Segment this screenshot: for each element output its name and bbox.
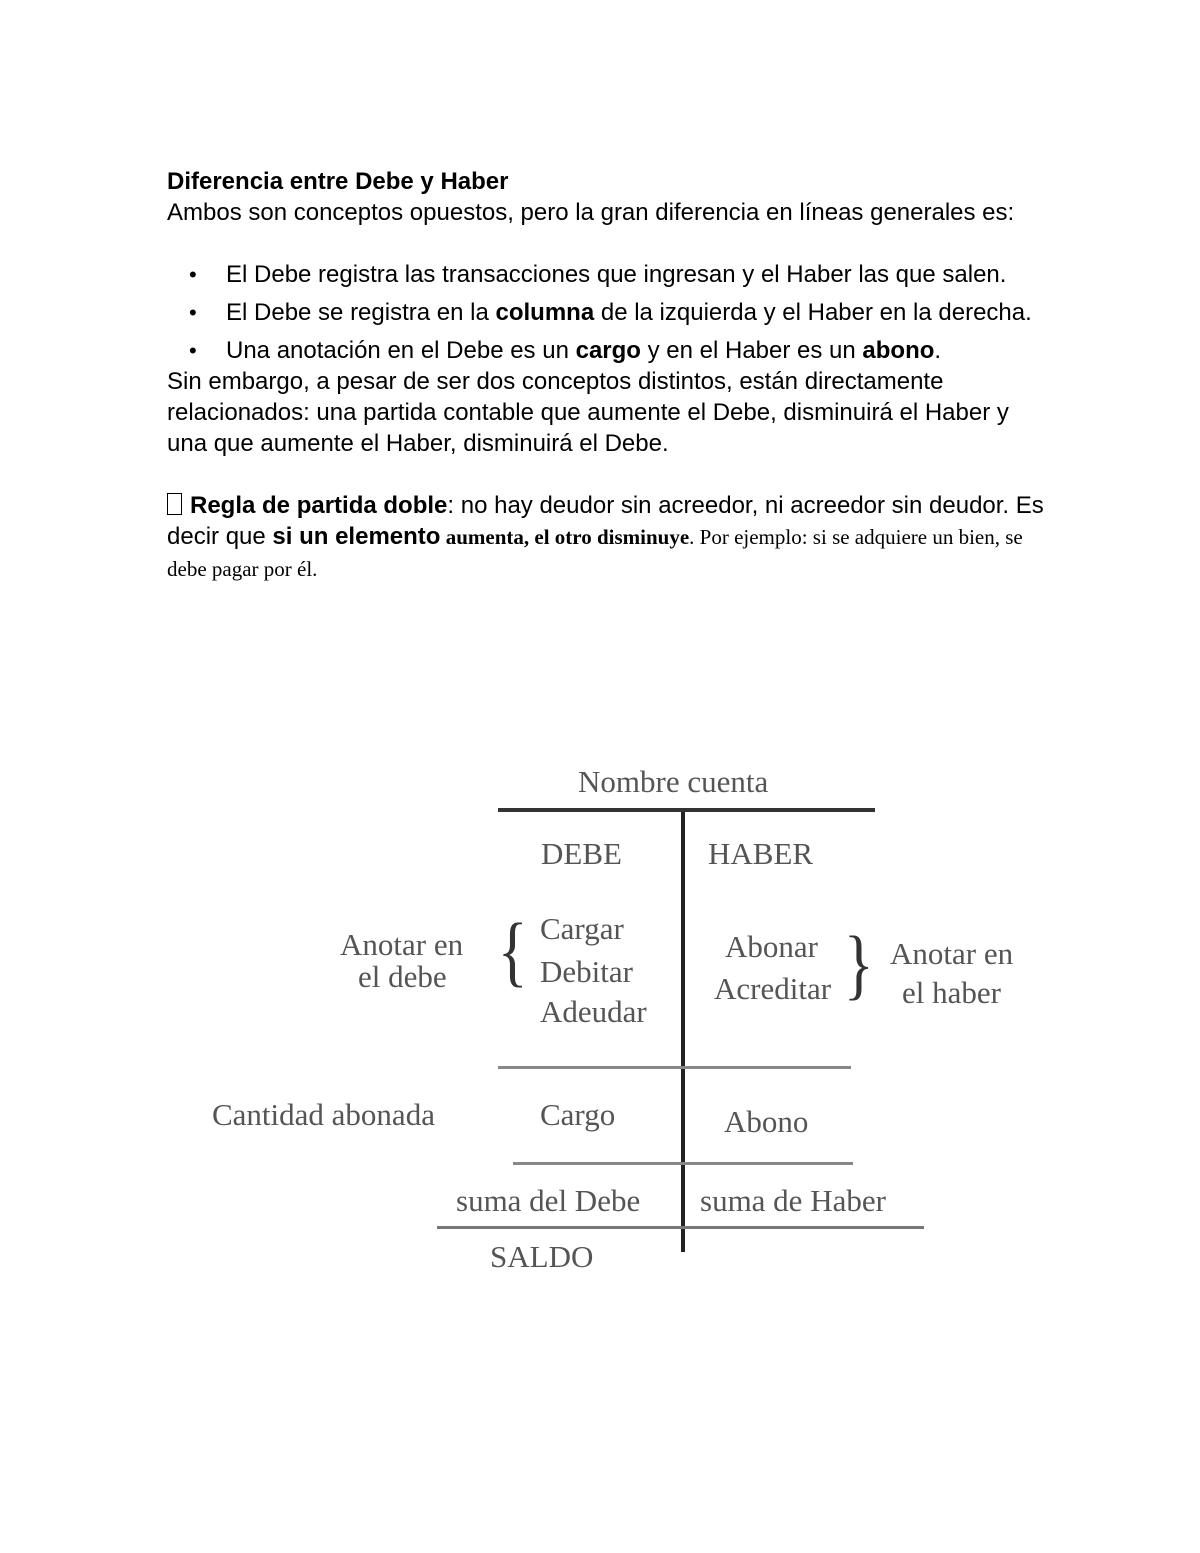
- debe-header: DEBE: [541, 836, 622, 871]
- row-label: Cantidad abonada: [212, 1097, 435, 1132]
- bottom-rule: [437, 1226, 924, 1229]
- body-paragraph: Sin embargo, a pesar de ser dos conceptos distintos, están directamente relacionados: una partida contable que aumente el Debe, disminuirá el Haber y una que aumente el Haber, disminuirá el Debe.: [167, 368, 1009, 457]
- intro-paragraph: Ambos son conceptos opuestos, pero la gran diferencia en líneas generales es:: [167, 199, 1015, 226]
- center-divider: [681, 812, 685, 1252]
- saldo-label: SALDO: [490, 1239, 594, 1274]
- cargo-label: Cargo: [540, 1097, 616, 1132]
- list-item: • Una anotación en el Debe es un cargo y en el Haber es un abono.: [189, 337, 942, 364]
- left-note-line-2: el debe: [358, 959, 447, 994]
- bullet-icon: •: [189, 338, 197, 363]
- haber-verb: Abonar: [725, 929, 818, 964]
- sum-haber-label: suma de Haber: [700, 1183, 886, 1218]
- top-rule: [498, 808, 875, 812]
- haber-header: HABER: [708, 836, 814, 871]
- list-item: • El Debe se registra en la columna de la izquierda y el Haber en la derecha.: [189, 299, 1032, 326]
- heading: Diferencia entre Debe y Haber: [167, 168, 509, 195]
- left-brace-icon: {: [497, 907, 528, 994]
- debe-verb: Adeudar: [540, 994, 647, 1029]
- abono-label: Abono: [724, 1104, 809, 1139]
- lower-rule: [513, 1162, 853, 1165]
- left-note-line-1: Anotar en: [340, 927, 464, 962]
- rule-paragraph: Regla de partida doble: no hay deudor sin acreedor, ni acreedor sin deudor. Es decir que si un elemento aumenta, el otro disminuye. Por ejemplo: si se adquiere un bien, se debe pagar por él.: [167, 492, 1044, 581]
- document-text: [167, 166, 1047, 585]
- missing-glyph-icon: [167, 493, 182, 515]
- right-brace-icon: }: [843, 920, 874, 1007]
- haber-verb: Acreditar: [714, 971, 832, 1006]
- right-note-line-1: Anotar en: [890, 936, 1014, 971]
- bullet-icon: •: [189, 300, 197, 325]
- list-item: • El Debe registra las transacciones que ingresan y el Haber las que salen.: [189, 261, 1007, 288]
- account-name-label: Nombre cuenta: [578, 764, 769, 799]
- bullet-icon: •: [189, 262, 197, 287]
- middle-rule: [498, 1066, 851, 1069]
- sum-debe-label: suma del Debe: [456, 1183, 641, 1218]
- right-note-line-2: el haber: [902, 975, 1001, 1010]
- debe-verb: Debitar: [540, 954, 633, 989]
- bullet-list: [167, 259, 1047, 366]
- debe-verb: Cargar: [540, 911, 624, 946]
